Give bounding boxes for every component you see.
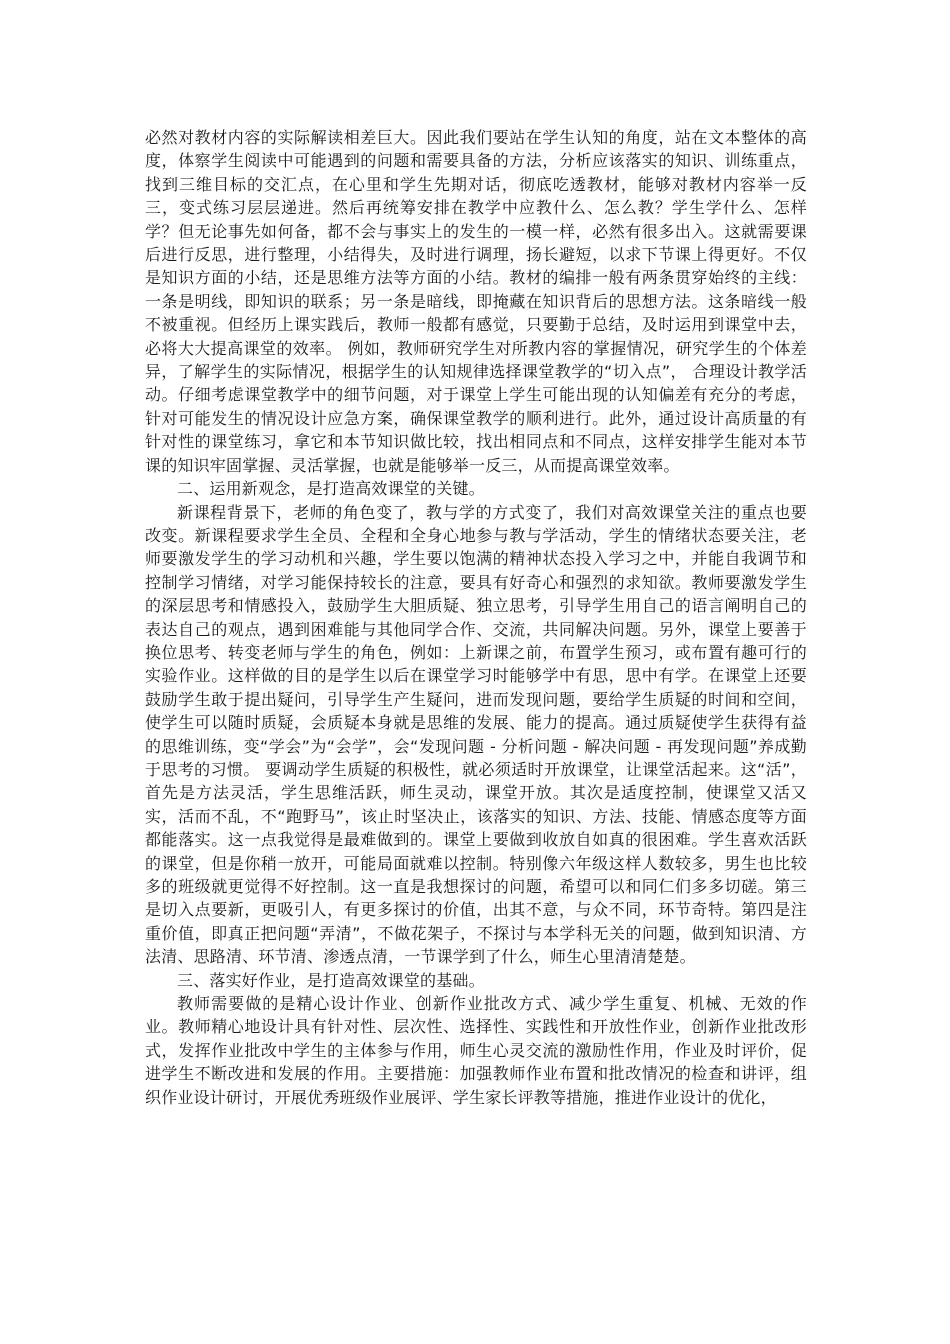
paragraph-homework: 教师需要做的是精心设计作业、创新作业批改方式、减少学生重复、机械、无效的作业。教师精心地设计具有针对性、层次性、选择性、实践性和开放性作业，创新作业批改形式，发挥作业批改中学生的主体参与作用，师生心灵交流的激励性作用，作业及时评价，促进学生不断改进和发展的作用。主要措施：加强教师作业布置和批改情况的检查和讲评，组织作业设计研讨，开展优秀班级作业展评、学生家长评教等措施，推进作业设计的优化， bbox=[145, 994, 807, 1107]
section-heading-2: 二、运用新观念，是打造高效课堂的关键。 bbox=[177, 479, 485, 499]
document-body bbox=[145, 126, 807, 1109]
section-heading-3: 三、落实好作业，是打造高效课堂的基础。 bbox=[177, 970, 485, 990]
paragraph-new-concepts: 新课程背景下，老师的角色变了，教与学的方式变了，我们对高效课堂关注的重点也要改变。新课程要求学生全员、全程和全身心地参与教与学活动，学生的情绪状态要关注，老师要激发学生的学习动机和兴趣，学生要以饱满的精神状态投入学习之中，并能自我调节和控制学习情绪，对学习能保持较长的注意，要具有好奇心和强烈的求知欲。教师要激发学生的深层思考和情感投入，鼓励学生大胆质疑、独立思考，引导学生用自己的语言阐明自己的表达自己的观点，遇到困难能与其他同学合作、交流，共同解决问题。另外，课堂上要善于换位思考、转变老师与学生的角色，例如：上新课之前，布置学生预习，或布置有趣可行的实验作业。这样做的目的是学生以后在课堂学习时能够学中有思，思中有学。在课堂上还要鼓励学生敢于提出疑问，引导学生产生疑问，进而发现问题，要给学生质疑的时间和空间，使学生可以随时质疑，会质疑本身就是思维的发展、能力的提高。通过质疑使学生获得有益的思维训练，变“学会”为“会学”，会“发现问题 - 分析问题 - 解决问题 - 再发现问题”养成勤于思考的习惯。 要调动学生质疑的积极性，就必须适时开放课堂，让课堂活起来。这“活”，首先是方法灵活，学生思维活跃，师生灵动，课堂开放。其次是适度控制，使课堂又活又实，活而不乱，不“跑野马”，该止时坚决止，该落实的知识、方法、技能、情感态度等方面都能落实。这一点我觉得是最难做到的。课堂上要做到收放自如真的很困难。学生喜欢活跃的课堂，但是你稍一放开，可能局面就难以控制。特别像六年级这样人数较多，男生也比较多的班级就更觉得不好控制。这一直是我想探讨的问题，希望可以和同仁们多多切磋。第三是切入点要新，更吸引人，有更多探讨的价值，出其不意，与众不同，环节奇特。第四是注重价值，即真正把问题“弄清”，不做花架子，不探讨与本学科无关的问题，做到知识清、方法清、思路清、环节清、渗透点清，一节课学到了什么，师生心里清清楚楚。 bbox=[145, 502, 807, 967]
paragraph-continuation: 必然对教材内容的实际解读相差巨大。因此我们要站在学生认知的角度，站在文本整体的高度，体察学生阅读中可能遇到的问题和需要具备的方法，分析应该落实的知识、训练重点，找到三维目标的交汇点，在心里和学生先期对话，彻底吃透教材，能够对教材内容举一反三，变式练习层层递进。然后再统筹安排在教学中应教什么、怎么教？学生学什么、怎样学？但无论事先如何备，都不会与事实上的发生的一模一样，必然有很多出入。这就需要课后进行反思，进行整理，小结得失，及时进行调理，扬长避短，以求下节课上得更好。不仅是知识方面的小结，还是思维方法等方面的小结。教材的编排一般有两条贯穿始终的主线：一条是明线，即知识的联系；另一条是暗线，即掩藏在知识背后的思想方法。这条暗线一般不被重视。但经历上课实践后，教师一般都有感觉，只要勤于总结，及时运用到课堂中去，必将大大提高课堂的效率。 例如，教师研究学生对所教内容的掌握情况，研究学生的个体差异，了解学生的实际情况，根据学生的认知规律选择课堂教学的“切入点”， 合理设计教学活动。仔细考虑课堂教学中的细节问题，对于课堂上学生可能出现的认知偏差有充分的考虑，针对可能发生的情况设计应急方案，确保课堂教学的顺利进行。此外，通过设计高质量的有针对性的课堂练习，拿它和本节知识做比较，找出相同点和不同点，这样安排学生能对本节课的知识牢固掌握、灵活掌握，也就是能够举一反三，从而提高课堂效率。 bbox=[145, 128, 807, 475]
